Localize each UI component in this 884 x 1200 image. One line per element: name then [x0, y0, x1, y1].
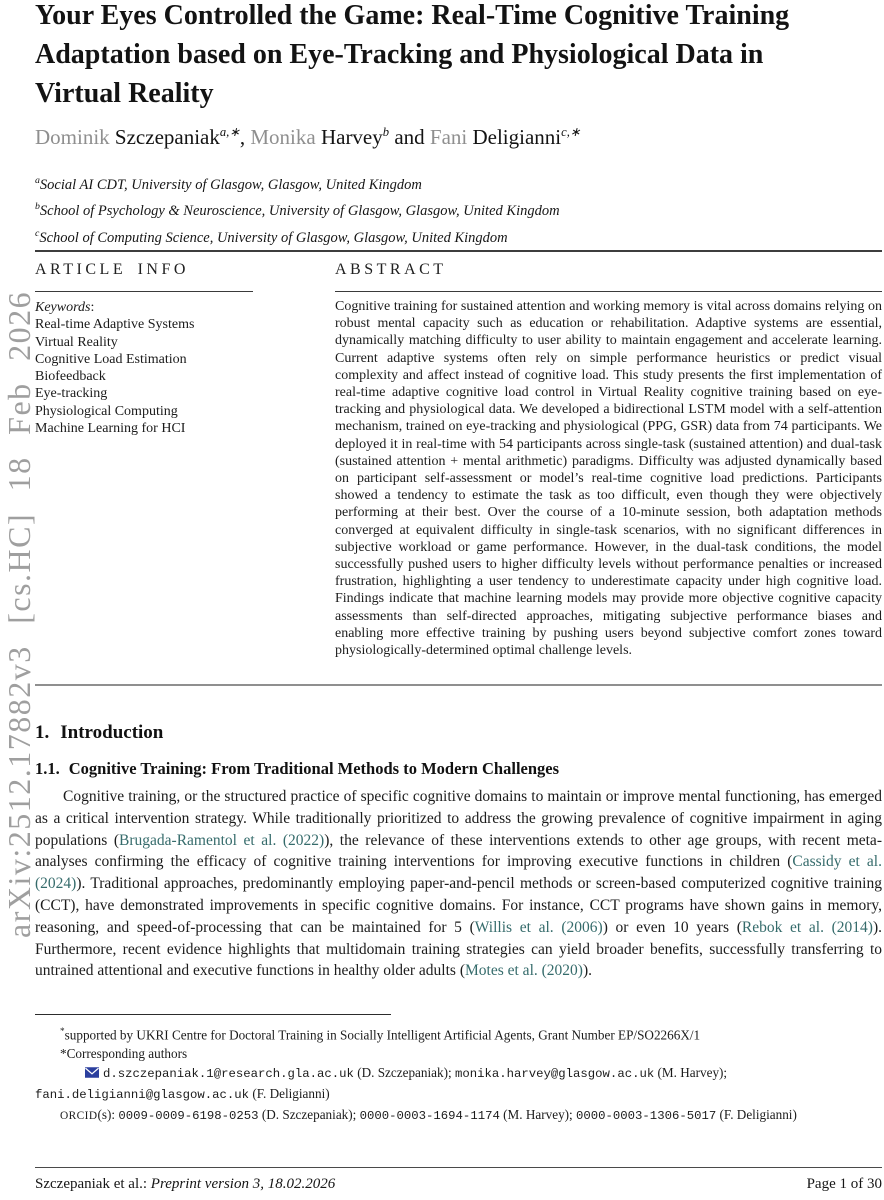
citation-link[interactable]: Rebok et al. (2014)	[741, 918, 873, 936]
introduction-paragraph: Cognitive training, or the structured practice of specific cognitive domains to maintain or improve mental functioning, has emerged as a critical intervention strategy. While traditionally prioritized to address the growing prevalence of cognitive impairment in aging populations (Brugada-Ramentol et al. (2022)), the relevance of these interventions extends to other age groups, with recent meta-analyses confirming the efficacy of cognitive training interventions for improving executive functions in children (Cassidy et al. (2024)). Traditional approaches, predominantly employing paper-and-pencil methods or screen-based computerized cognitive training (CCT), have demonstrated improvements in specific cognitive domains. For instance, CCT programs have shown gains in memory, reasoning, and speed-of-processing that can be maintained for 5 (Willis et al. (2006)) or even 10 years (Rebok et al. (2014)). Furthermore, recent evidence highlights that multidomain training strategies can yield broader benefits, successfully transferring to untrained attentional and executive functions in healthy older adults (Motes et al. (2020)).	[35, 788, 883, 980]
abstract-heading: ABSTRACT	[335, 261, 447, 278]
page-number: Page 1 of 30	[806, 1176, 882, 1192]
citation-link[interactable]: Brugada-Ramentol et al. (2022)	[119, 831, 325, 849]
keyword-item: Biofeedback	[35, 369, 106, 385]
keyword-item: Machine Learning for HCI	[35, 421, 186, 437]
footer-running-head: Szczepaniak et al.: Preprint version 3, 18.02.2026	[35, 1176, 336, 1192]
footnote-rule	[35, 1014, 391, 1015]
footnote-support: *supported by UKRI Centre for Doctoral Training in Socially Intelligent Artificial Agents, Grant Number EP/SO2266X/1	[60, 1026, 701, 1043]
keyword-item: Real-time Adaptive Systems	[35, 317, 195, 333]
footnote-emails: d.szczepaniak.1@research.gla.ac.uk (D. Szczepaniak); monika.harvey@glasgow.ac.uk (M. Harvey); fani.deligianni@glasgow.ac.uk (F. Deligianni)	[35, 1065, 728, 1103]
author-affiliation-marker: a,∗	[219, 125, 240, 139]
keyword-item: Eye-tracking	[35, 386, 108, 402]
abstract-text: Cognitive training for sustained attention and working memory is vital across domains relying on robust mental capacity such as education or rehabilitation. Adaptive systems are essential, dynamically matching difficulty to user ability to maintain engagement and accelerate learning. Current adaptive systems often rely on simple performance heuristics or predict visual complexity and affect instead of cognitive load. This study presents the first implementation of real-time adaptive cognitive load control in Virtual Reality cognitive training based on eye-tracking and physiological data. We developed a bidirectional LSTM model with a self-attention mechanism, trained on eye-tracking and physiological (PPG, GSR) data from 74 participants. We deployed it in real-time with 54 participants across single-task (sustained attention) and dual-task (sustained attention + mental arithmetic) paradigms. Difficulty was adjusted dynamically based on participant self-assessment or model’s real-time cognitive load predictions. Participants showed a tendency to estimate the task as too difficult, even though they were objectively performing at their best. Over the course of a 10-minute session, both adaptation methods converged at equivalent difficulty in single-task scenarios, with no significant differences in subjective workload or game performance. However, in the dual-task conditions, the model successfully pushed users to higher difficulty levels without performance penalties or increased frustration, highlighting a user tendency to underestimate capacity under high cognitive load. Findings indicate that machine learning models may provide more objective cognitive capacity assessments than self-directed approaches, mitigating subjective performance biases and enabling more effective training by pushing users beyond subjective comfort zones toward physiologically-determined optimal challenge levels.	[335, 299, 882, 659]
email-link[interactable]: fani.deligianni@glasgow.ac.uk	[35, 1088, 250, 1103]
author-first-name: Dominik	[35, 125, 110, 149]
author-affiliation-marker: c,∗	[561, 125, 581, 139]
article-info-heading-rule	[35, 291, 253, 292]
page-footer	[35, 1176, 882, 1193]
affiliation-line: $^c$School of Computing Science, University of Glasgow, Glasgow, United Kingdom	[35, 227, 508, 246]
author-line	[35, 124, 855, 150]
paper-title: Your Eyes Controlled the Game: Real-Time Cognitive Training Adaptation based on Eye-Tracking and Physiological Data in Virtual Reality	[35, 0, 790, 109]
affiliations	[35, 170, 855, 249]
author-separator: and	[389, 125, 430, 149]
article-info-heading: ARTICLE INFO	[35, 261, 189, 278]
arxiv-watermark: arXiv:2512.17882v3 [cs.HC] 18 Feb 2026	[1, 290, 37, 938]
abstract-column	[335, 261, 882, 659]
author-separator: ,	[239, 125, 251, 149]
footnote-orcids: ORCID(s): 0009-0009-6198-0253 (D. Szczepaniak); 0000-0003-1694-1174 (M. Harvey); 0000-0003-1306-5017 (F. Deligianni)	[60, 1107, 797, 1124]
introduction-section	[35, 722, 882, 982]
affiliation-line: $^a$Social AI CDT, University of Glasgow, Glasgow, United Kingdom	[35, 175, 422, 193]
subsection-heading: 1.1. Cognitive Training: From Traditional Methods to Modern Challenges	[35, 759, 560, 778]
orcid-link[interactable]: 0009-0009-6198-0253	[118, 1109, 259, 1124]
abstract-heading-rule	[335, 291, 882, 292]
keywords-list	[35, 299, 303, 437]
keyword-item: Physiological Computing	[35, 403, 178, 419]
keyword-item: Cognitive Load Estimation	[35, 351, 187, 367]
author-first-name: Monika	[250, 125, 316, 149]
author-last-name: Harvey	[320, 125, 383, 149]
orcid-link[interactable]: 0000-0003-1694-1174	[359, 1109, 500, 1124]
email-link[interactable]: monika.harvey@glasgow.ac.uk	[454, 1067, 655, 1082]
section-heading: 1. Introduction	[35, 722, 164, 743]
author-last-name: Szczepaniak	[114, 125, 220, 149]
section-divider	[35, 684, 882, 686]
keywords-label: Keywords:	[35, 300, 95, 315]
orcid-link[interactable]: 0000-0003-1306-5017	[576, 1109, 717, 1124]
footer-divider	[35, 1167, 882, 1168]
citation-link[interactable]: Motes et al. (2020)	[465, 962, 583, 980]
affiliation-line: $^b$School of Psychology & Neuroscience, University of Glasgow, Glasgow, United Kingdom	[35, 201, 560, 220]
footnote-corresponding: *Corresponding authors	[60, 1046, 188, 1062]
author-last-name: Deligianni	[472, 125, 562, 149]
keyword-item: Virtual Reality	[35, 334, 118, 350]
citation-link[interactable]: Willis et al. (2006)	[474, 918, 603, 936]
author-first-name: Fani	[429, 125, 468, 149]
citation-link[interactable]: Cassidy et al. (2024)	[35, 853, 882, 893]
email-link[interactable]: d.szczepaniak.1@research.gla.ac.uk	[103, 1067, 354, 1082]
email-icon	[60, 1064, 99, 1083]
author-affiliation-marker: b	[382, 125, 390, 139]
footnote-block	[35, 1014, 882, 1126]
article-info-column	[35, 261, 303, 437]
header-divider	[35, 250, 882, 252]
